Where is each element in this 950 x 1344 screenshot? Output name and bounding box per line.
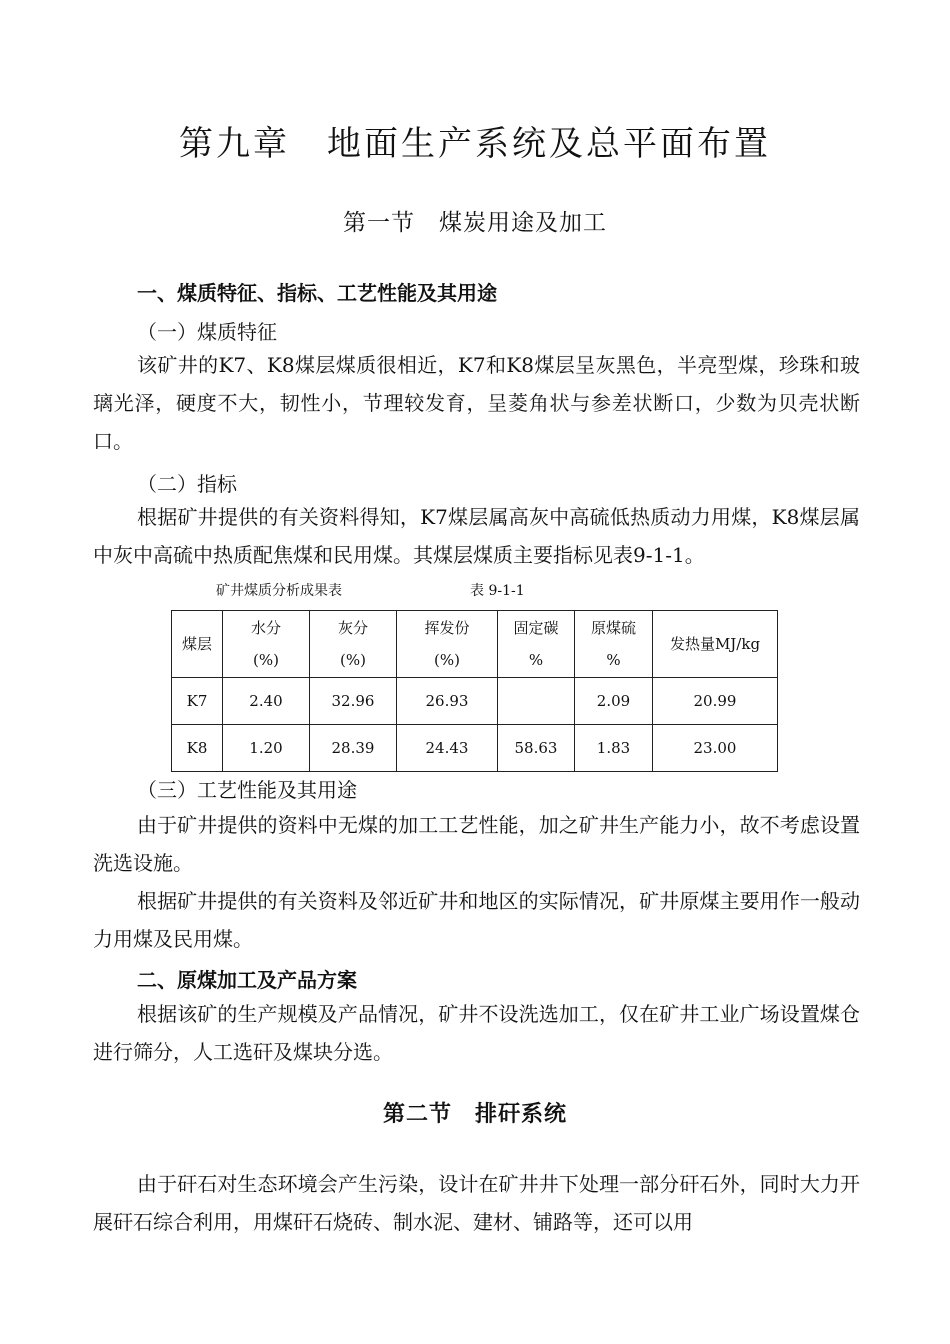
table-cell: 24.43 <box>397 725 498 772</box>
table-caption: 矿井煤质分析成果表 <box>216 583 342 599</box>
table-cell: K8 <box>172 725 223 772</box>
table-cell: 1.83 <box>575 725 653 772</box>
table-cell: 26.93 <box>397 678 498 725</box>
coal-quality-table <box>171 610 778 772</box>
table-row <box>172 678 778 725</box>
subheading-process-performance: （三）工艺性能及其用途 <box>137 778 357 802</box>
table-header-row <box>172 611 778 678</box>
table-cell: K7 <box>172 678 223 725</box>
paragraph-coal-features: 该矿井的K7、K8煤层煤质很相近，K7和K8煤层呈灰黑色，半亮型煤，珍珠和玻璃光泽，硬度不大，韧性小，节理较发育，呈菱角状与参差状断口，少数为贝壳状断口。 <box>93 353 860 453</box>
table-row <box>172 725 778 772</box>
paragraph-gangue: 由于矸石对生态环境会产生污染，设计在矿井井下处理一部分矸石外，同时大力开展矸石综合利用，用煤矸石烧砖、制水泥、建材、铺路等，还可以用 <box>93 1172 860 1234</box>
paragraph-raw-coal-processing: 根据该矿的生产规模及产品情况，矿井不设洗选加工，仅在矿井工业广场设置煤仓进行筛分，人工选矸及煤块分选。 <box>93 1002 860 1064</box>
table-cell: 20.99 <box>653 678 778 725</box>
table-header: 挥发份 (%) <box>397 611 498 678</box>
table-cell: 2.09 <box>575 678 653 725</box>
table-cell: 28.39 <box>310 725 397 772</box>
table-header: 原煤硫 % <box>575 611 653 678</box>
subheading-coal-features: （一）煤质特征 <box>137 320 277 344</box>
table-cell: 23.00 <box>653 725 778 772</box>
section-title-gangue: 第二节 排矸系统 <box>382 1102 567 1127</box>
table-header: 固定碳 % <box>498 611 575 678</box>
section-title: 第一节 煤炭用途及加工 <box>343 210 607 236</box>
table-cell: 2.40 <box>223 678 310 725</box>
table-header: 发热量MJ/kg <box>653 611 778 678</box>
chapter-title: 第九章 地面生产系统及总平面布置 <box>179 124 771 164</box>
paragraph-coal-usage: 根据矿井提供的有关资料及邻近矿井和地区的实际情况，矿井原煤主要用作一般动力用煤及民用煤。 <box>93 889 860 951</box>
table-cell: 32.96 <box>310 678 397 725</box>
table-number: 表 9-1-1 <box>470 583 525 599</box>
table-header: 灰分 (%) <box>310 611 397 678</box>
table-header: 煤层 <box>172 611 223 678</box>
paragraph-indicators: 根据矿井提供的有关资料得知，K7煤层属高灰中高硫低热质动力用煤，K8煤层属中灰中高硫中热质配焦煤和民用煤。其煤层煤质主要指标见表9-1-1。 <box>93 505 860 567</box>
paragraph-process-performance: 由于矿井提供的资料中无煤的加工工艺性能，加之矿井生产能力小，故不考虑设置洗选设施。 <box>93 813 860 875</box>
heading-raw-coal-processing: 二、原煤加工及产品方案 <box>137 968 357 992</box>
heading-coal-quality: 一、煤质特征、指标、工艺性能及其用途 <box>137 281 497 305</box>
subheading-indicators: （二）指标 <box>137 472 237 496</box>
table-cell: 58.63 <box>498 725 575 772</box>
table-header: 水分 (%) <box>223 611 310 678</box>
table-cell: 1.20 <box>223 725 310 772</box>
table-cell <box>498 678 575 725</box>
